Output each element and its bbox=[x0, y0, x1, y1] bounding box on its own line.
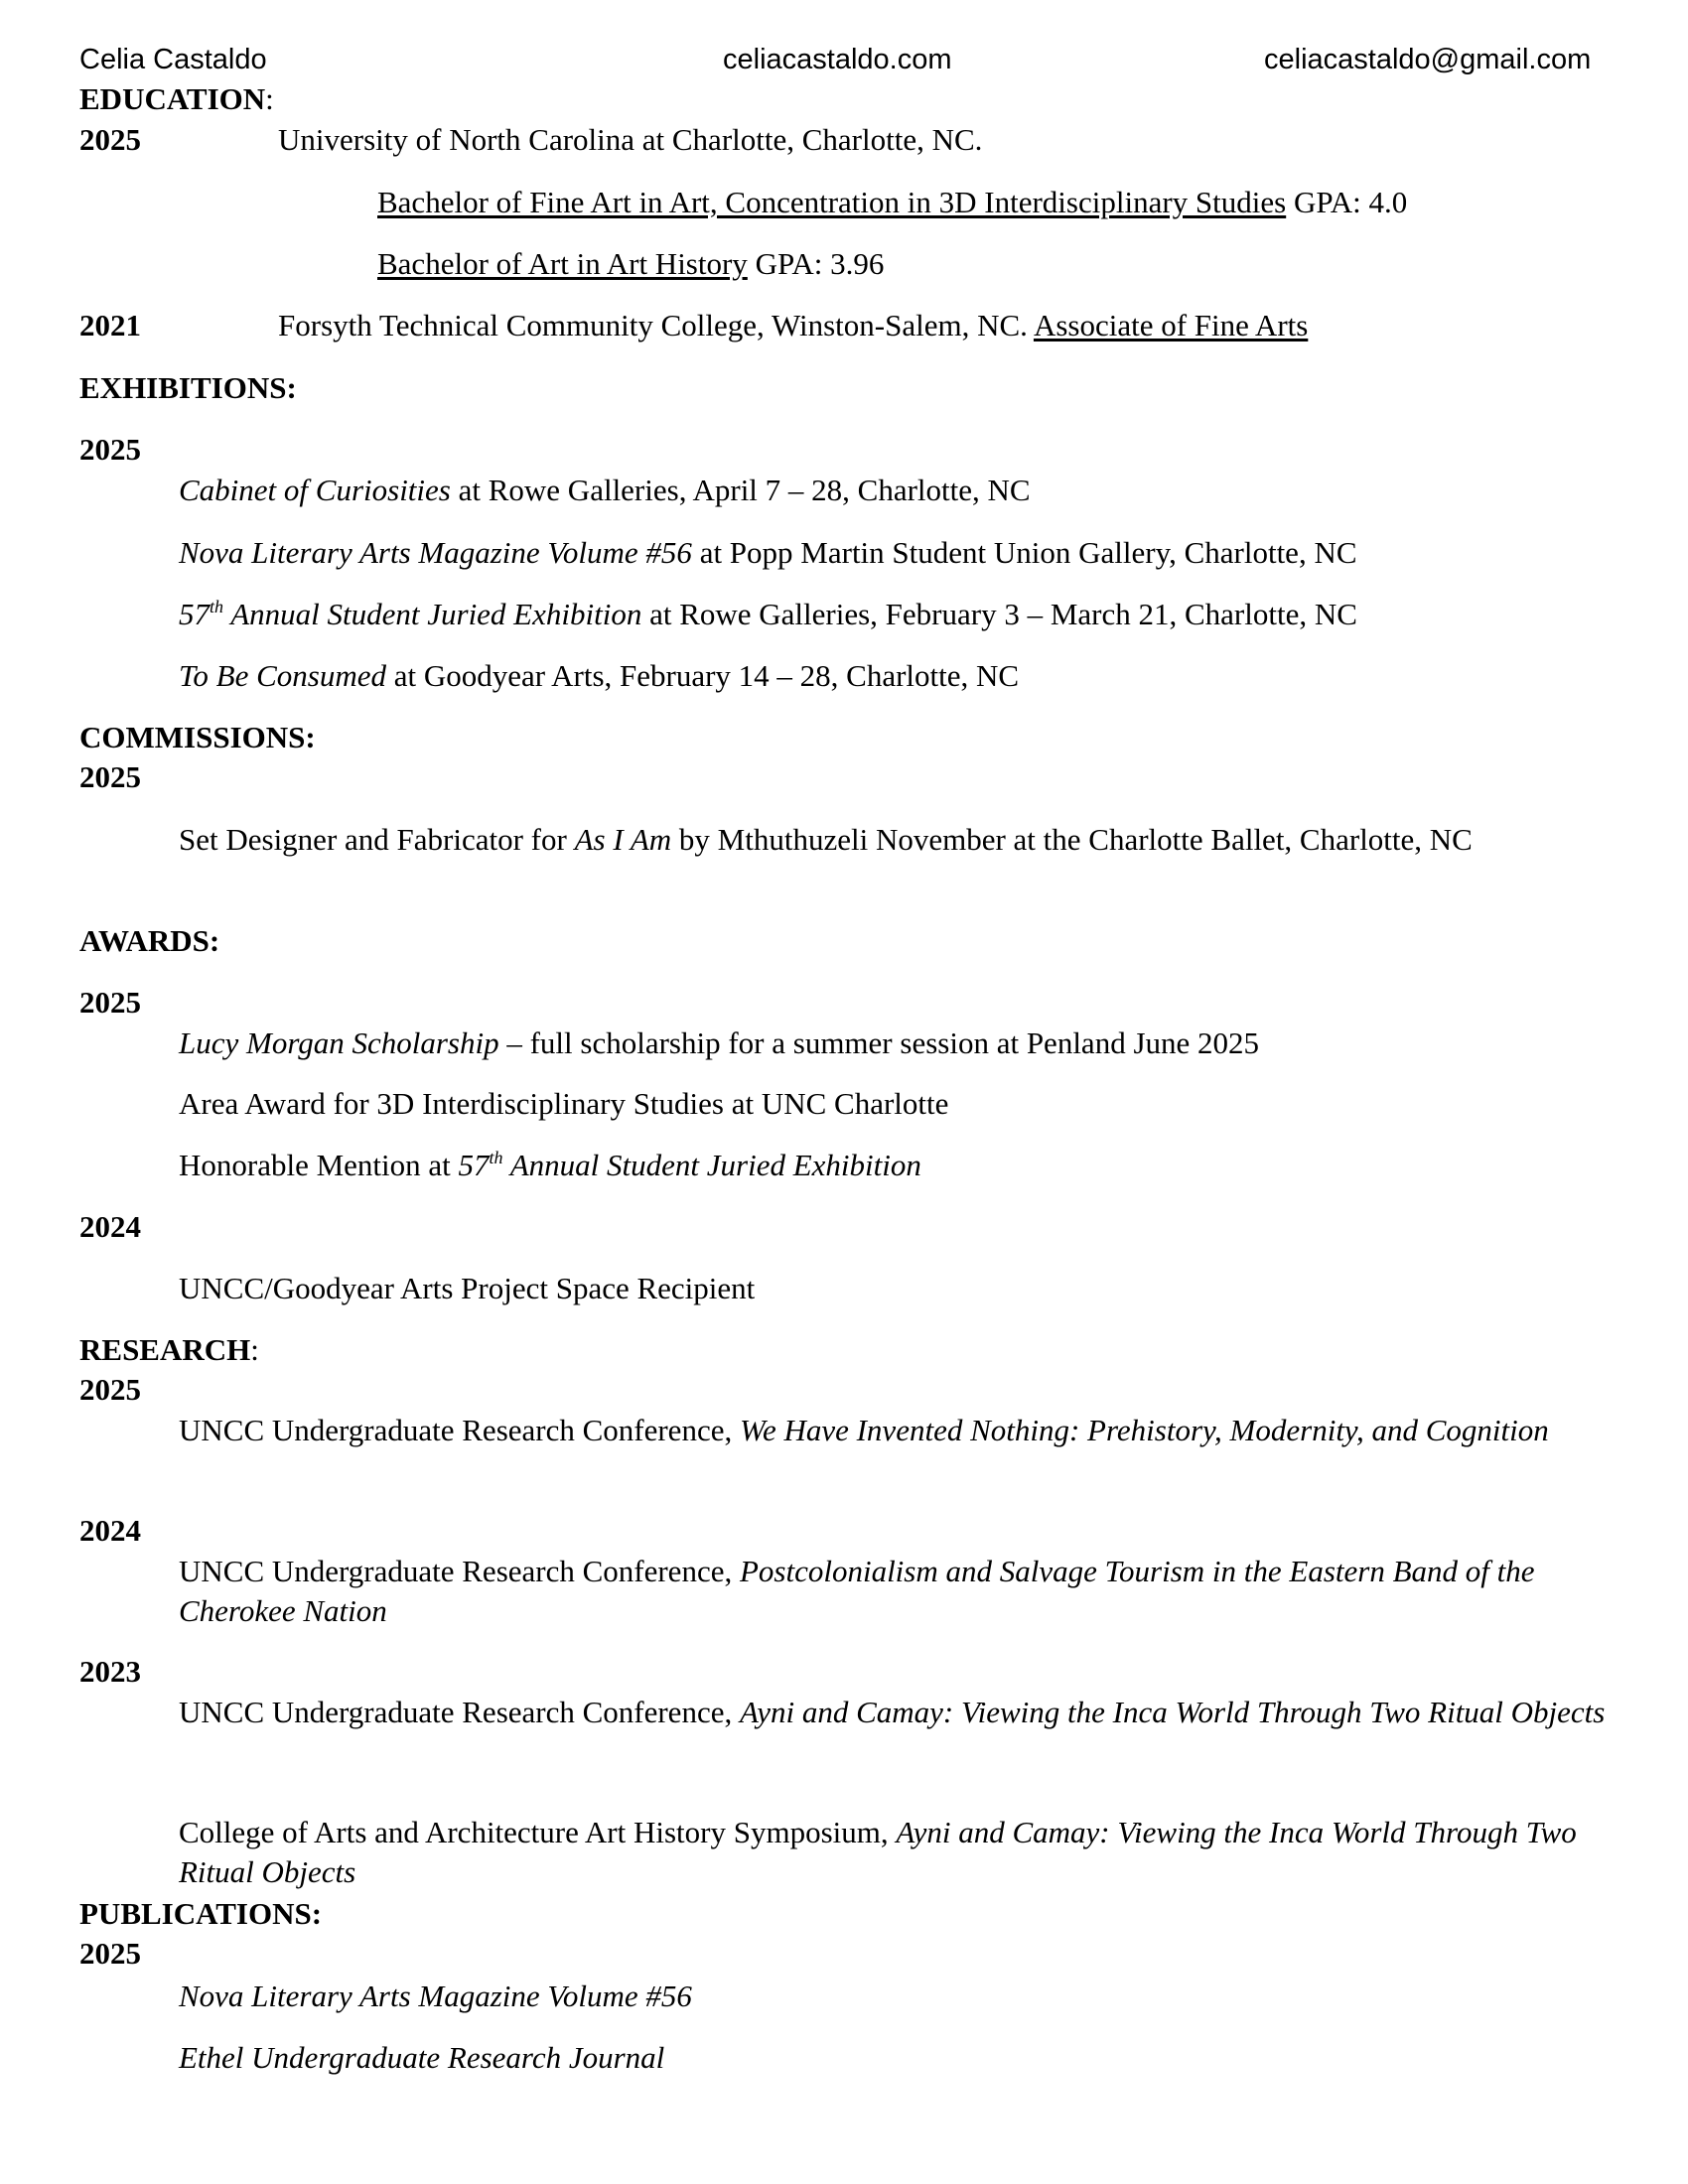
header-website: celiacastaldo.com bbox=[723, 44, 952, 75]
commissions-heading: COMMISSIONS: bbox=[79, 720, 316, 754]
commission-item: Set Designer and Fabricator for As I Am by Mthuthuzeli November at the Charlotte Ballet, Charlotte, NC bbox=[179, 822, 1473, 857]
exhibition-item: 57th Annual Student Juried Exhibition at Rowe Galleries, February 3 – March 21, Charlotte, NC bbox=[179, 597, 1357, 631]
award-item: Honorable Mention at 57th Annual Student Juried Exhibition bbox=[179, 1148, 921, 1182]
header-email: celiacastaldo@gmail.com bbox=[1264, 44, 1592, 75]
research-item: UNCC Undergraduate Research Conference, Ayni and Camay: Viewing the Inca World Through Two Ritual Objects bbox=[179, 1695, 1606, 1729]
award-item: Lucy Morgan Scholarship – full scholarship for a summer session at Penland June 2025 bbox=[179, 1025, 1260, 1060]
research-year: 2025 bbox=[79, 1372, 141, 1407]
education-institution: Forsyth Technical Community College, Winston-Salem, NC. Associate of Fine Arts bbox=[278, 308, 1309, 342]
award-item: UNCC/Goodyear Arts Project Space Recipient bbox=[179, 1271, 756, 1305]
education-heading: EDUCATION: bbox=[79, 81, 274, 116]
education-degree: Bachelor of Art in Art History GPA: 3.96 bbox=[377, 246, 885, 281]
awards-heading: AWARDS: bbox=[79, 923, 220, 958]
commissions-year: 2025 bbox=[79, 759, 141, 794]
research-item: UNCC Undergraduate Research Conference, We Have Invented Nothing: Prehistory, Modernity, and Cognition bbox=[179, 1413, 1549, 1447]
exhibitions-year: 2025 bbox=[79, 432, 141, 467]
research-heading: RESEARCH: bbox=[79, 1332, 259, 1367]
publications-heading: PUBLICATIONS: bbox=[79, 1896, 323, 1931]
exhibition-item: Cabinet of Curiosities at Rowe Galleries, April 7 – 28, Charlotte, NC bbox=[179, 473, 1031, 507]
education-year: 2025 bbox=[79, 122, 141, 157]
publication-item: Ethel Undergraduate Research Journal bbox=[179, 2040, 665, 2075]
education-year: 2021 bbox=[79, 308, 141, 342]
research-item: UNCC Undergraduate Research Conference, Postcolonialism and Salvage Tourism in the Eastern Band of the Cherokee Nation bbox=[179, 1554, 1535, 1628]
awards-year: 2024 bbox=[79, 1209, 141, 1244]
research-item: College of Arts and Architecture Art History Symposium, Ayni and Camay: Viewing the Inca World Through Two Ritual Objects bbox=[179, 1815, 1577, 1889]
research-year: 2023 bbox=[79, 1654, 141, 1689]
exhibitions-heading: EXHIBITIONS: bbox=[79, 370, 297, 405]
research-year: 2024 bbox=[79, 1513, 141, 1548]
education-degree: Bachelor of Fine Art in Art, Concentration in 3D Interdisciplinary Studies GPA: 4.0 bbox=[377, 185, 1408, 219]
education-institution: University of North Carolina at Charlotte, Charlotte, NC. bbox=[278, 122, 983, 157]
awards-year: 2025 bbox=[79, 985, 141, 1020]
exhibition-item: Nova Literary Arts Magazine Volume #56 at Popp Martin Student Union Gallery, Charlotte, NC bbox=[179, 535, 1357, 570]
publication-item: Nova Literary Arts Magazine Volume #56 bbox=[179, 1979, 692, 2013]
exhibition-item: To Be Consumed at Goodyear Arts, February 14 – 28, Charlotte, NC bbox=[179, 658, 1020, 693]
award-item: Area Award for 3D Interdisciplinary Studies at UNC Charlotte bbox=[179, 1086, 949, 1121]
header-name: Celia Castaldo bbox=[79, 44, 267, 75]
publications-year: 2025 bbox=[79, 1936, 141, 1971]
